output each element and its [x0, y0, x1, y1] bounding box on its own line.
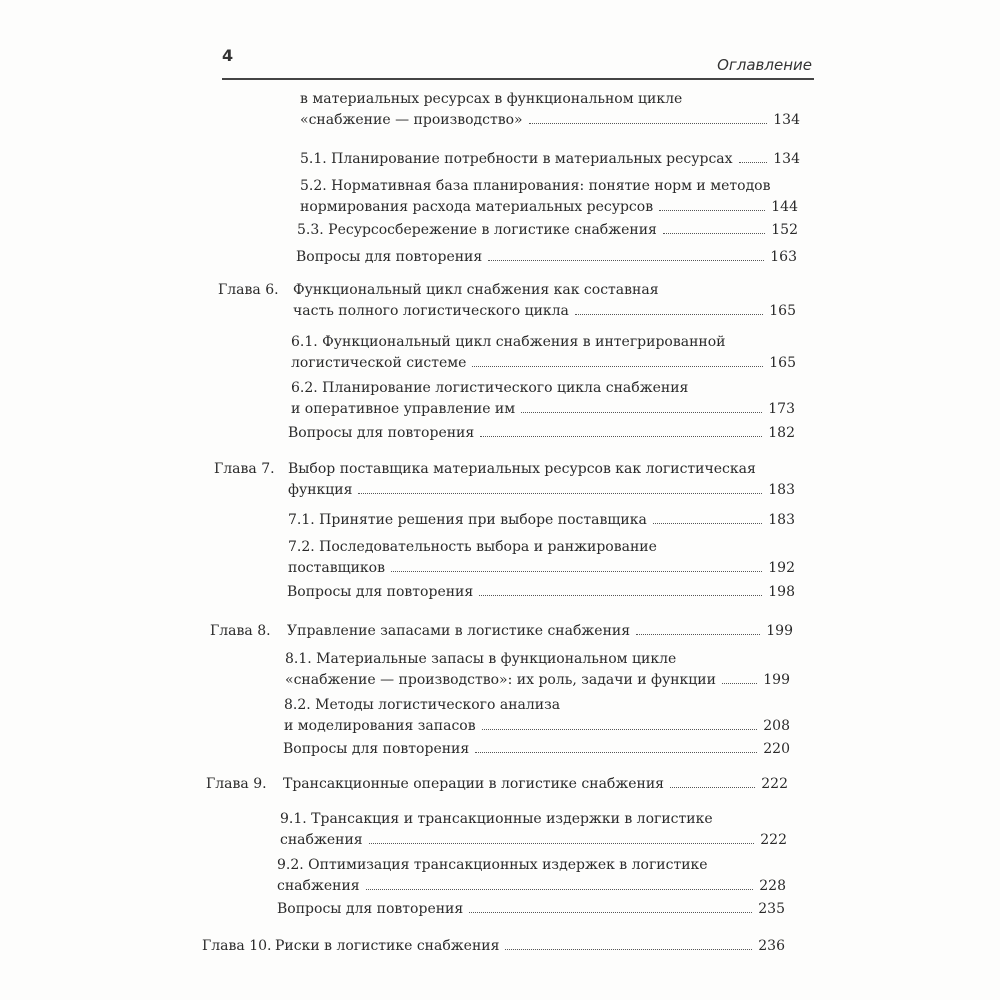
toc-page-number: 235 [758, 901, 785, 917]
toc-entry-title: 7.1. Принятие решения при выборе поставщика [288, 512, 647, 528]
toc-entry-title: снабжения [277, 878, 360, 894]
toc-entry[interactable] [296, 248, 797, 266]
toc-entry-text-line: 9.2. Оптимизация трансакционных издержек в логистике [277, 857, 708, 873]
toc-entry-title: Риски в логистике снабжения [275, 938, 500, 954]
toc-page-number: 183 [768, 512, 795, 528]
dot-leader [636, 633, 760, 635]
toc-page-number: 222 [760, 832, 787, 848]
chapter-label: Глава 8. [210, 623, 271, 639]
toc-entry[interactable] [291, 354, 796, 372]
toc-page-number: 199 [763, 672, 790, 688]
toc-entry[interactable] [277, 877, 786, 895]
toc-entry-text-line: 6.1. Функциональный цикл снабжения в интегрированной [291, 334, 726, 350]
toc-page-number: 165 [769, 303, 796, 319]
dot-leader [663, 232, 765, 234]
toc-entry-title: «снабжение — производство» [300, 112, 523, 128]
toc-entry[interactable] [287, 583, 795, 601]
toc-entry[interactable] [300, 111, 800, 129]
toc-entry-title: Вопросы для повторения [283, 741, 470, 757]
dot-leader [505, 948, 752, 950]
toc-entry[interactable] [275, 937, 785, 955]
dot-leader [521, 411, 762, 413]
toc-entry[interactable] [283, 740, 790, 758]
toc-entry[interactable] [300, 150, 800, 168]
toc-entry-title: «снабжение — производство»: их роль, задачи и функции [285, 672, 716, 688]
toc-page-number: 228 [759, 878, 786, 894]
dot-leader [472, 365, 763, 367]
toc-entry-title: Вопросы для повторения [287, 584, 474, 600]
toc-entry-text-line: Выбор поставщика материальных ресурсов как логистическая [288, 461, 756, 477]
toc-page-number: 165 [769, 355, 796, 371]
toc-entry[interactable] [288, 481, 795, 499]
toc-page-number: 220 [763, 741, 790, 757]
chapter-label: Глава 10. [202, 938, 272, 954]
dot-leader [480, 435, 762, 437]
dot-leader [391, 570, 762, 572]
toc-entry[interactable] [288, 559, 795, 577]
toc-entry-text-line: 7.2. Последовательность выбора и ранжирование [288, 539, 657, 555]
toc-page-number: 163 [770, 249, 797, 265]
toc-entry-title: и оперативное управление им [291, 401, 516, 417]
dot-leader [670, 786, 755, 788]
toc-entry[interactable] [300, 198, 798, 216]
toc-entry[interactable] [297, 221, 798, 239]
toc-entry[interactable] [288, 424, 795, 442]
toc-entry[interactable] [291, 400, 795, 418]
toc-entry-text-line: 6.2. Планирование логистического цикла снабжения [291, 380, 689, 396]
toc-page-number: 152 [771, 222, 798, 238]
toc-entry[interactable] [293, 302, 796, 320]
toc-entry[interactable] [287, 622, 793, 640]
toc-entry-title: нормирования расхода материальных ресурсов [300, 199, 654, 215]
toc-page-number: 208 [763, 718, 790, 734]
toc-entry[interactable] [288, 511, 795, 529]
toc-entry[interactable] [280, 831, 787, 849]
toc-entry-title: Вопросы для повторения [277, 901, 464, 917]
dot-leader [575, 313, 763, 315]
toc-page-number: 199 [766, 623, 793, 639]
running-head: Оглавление [717, 56, 812, 74]
toc-page-number: 222 [761, 776, 788, 792]
toc-page-number: 173 [768, 401, 795, 417]
chapter-label: Глава 7. [214, 461, 275, 477]
toc-entry-text-line: 5.2. Нормативная база планирования: понятие норм и методов [300, 178, 771, 194]
toc-entry-text-line: 8.1. Материальные запасы в функциональном цикле [285, 651, 677, 667]
toc-entry-text-line: 9.1. Трансакция и трансакционные издержки в логистике [280, 811, 713, 827]
toc-entry-title: 5.3. Ресурсосбережение в логистике снабжения [297, 222, 657, 238]
toc-entry-title: логистической системе [291, 355, 467, 371]
toc-entry-title: функция [288, 482, 353, 498]
dot-leader [366, 888, 754, 890]
toc-entry-text-line: в материальных ресурсах в функциональном цикле [300, 91, 683, 107]
toc-page-number: 182 [768, 425, 795, 441]
dot-leader [722, 682, 757, 684]
dot-leader [739, 161, 768, 163]
toc-entry-title: Трансакционные операции в логистике снабжения [283, 776, 665, 792]
toc-entry[interactable] [285, 671, 790, 689]
toc-entry-title: и моделирования запасов [284, 718, 476, 734]
chapter-label: Глава 9. [206, 776, 267, 792]
chapter-label: Глава 6. [218, 282, 279, 298]
dot-leader [529, 122, 768, 124]
toc-page-number: 144 [771, 199, 798, 215]
dot-leader [653, 522, 762, 524]
toc-entry[interactable] [283, 775, 788, 793]
toc-entry-title: часть полного логистического цикла [293, 303, 569, 319]
toc-page-number: 134 [773, 112, 800, 128]
dot-leader [475, 751, 757, 753]
toc-entry[interactable] [277, 900, 785, 918]
toc-entry-title: поставщиков [288, 560, 385, 576]
toc-entry-title: 5.1. Планирование потребности в материальных ресурсах [300, 151, 733, 167]
toc-entry-title: снабжения [280, 832, 363, 848]
dot-leader [479, 594, 762, 596]
toc-entry-text-line: Функциональный цикл снабжения как составная [293, 282, 659, 298]
dot-leader [358, 492, 762, 494]
dot-leader [488, 259, 764, 261]
toc-page-number: 183 [768, 482, 795, 498]
toc-entry-title: Вопросы для повторения [296, 249, 483, 265]
dot-leader [469, 911, 752, 913]
dot-leader [659, 209, 765, 211]
toc-page-number: 134 [773, 151, 800, 167]
toc-entry-text-line: 8.2. Методы логистического анализа [284, 697, 561, 713]
toc-page-number: 192 [768, 560, 795, 576]
page-number: 4 [222, 46, 234, 65]
toc-page-number: 198 [768, 584, 795, 600]
toc-entry-title: Вопросы для повторения [288, 425, 475, 441]
dot-leader [369, 842, 755, 844]
toc-page-number: 236 [758, 938, 785, 954]
toc-entry[interactable] [284, 717, 790, 735]
toc-entry-title: Управление запасами в логистике снабжения [287, 623, 631, 639]
dot-leader [482, 728, 758, 730]
